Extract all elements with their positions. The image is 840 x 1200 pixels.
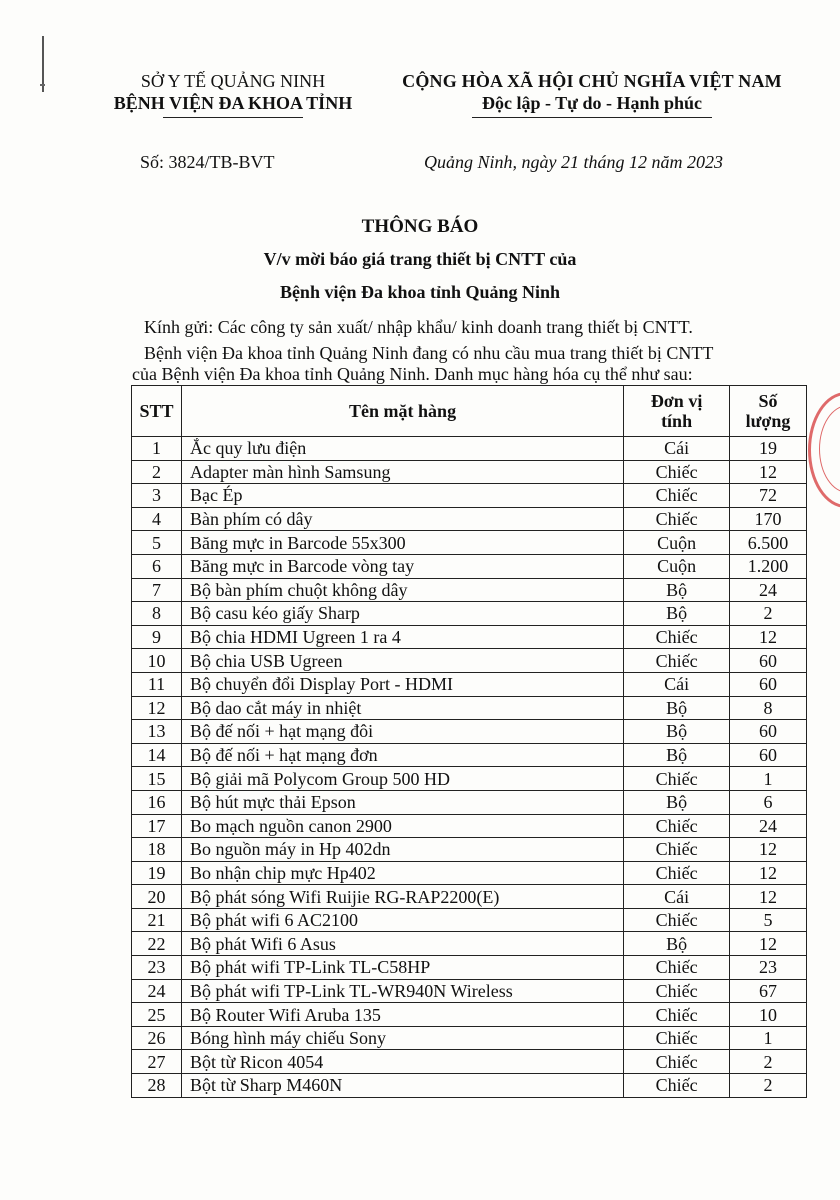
row-item-name: Bộ hút mực thải Epson <box>181 790 623 814</box>
row-stt: 7 <box>132 578 182 602</box>
row-quantity: 1 <box>730 1026 807 1050</box>
row-stt: 16 <box>132 790 182 814</box>
row-stt: 1 <box>132 437 182 461</box>
notice-subject-line1: V/v mời báo giá trang thiết bị CNTT của <box>263 249 577 269</box>
row-quantity: 6 <box>730 790 807 814</box>
row-stt: 4 <box>132 507 182 531</box>
row-item-name: Bộ chia HDMI Ugreen 1 ra 4 <box>181 625 623 649</box>
table-row <box>132 720 807 744</box>
row-quantity: 12 <box>730 460 807 484</box>
row-unit: Cái <box>624 437 730 461</box>
header-qty-line1: Số <box>758 391 778 411</box>
table-row <box>132 790 807 814</box>
row-item-name: Adapter màn hình Samsung <box>181 460 623 484</box>
row-item-name: Ắc quy lưu điện <box>181 437 623 461</box>
table-body <box>132 437 807 1098</box>
row-quantity: 2 <box>730 602 807 626</box>
header-name: Tên mặt hàng <box>181 386 623 437</box>
table-row <box>132 1026 807 1050</box>
row-item-name: Bộ phát Wifi 6 Asus <box>181 932 623 956</box>
table-row <box>132 908 807 932</box>
row-item-name: Bộ dao cắt máy in nhiệt <box>181 696 623 720</box>
row-unit: Bộ <box>624 696 730 720</box>
row-stt: 14 <box>132 743 182 767</box>
row-unit: Chiếc <box>624 1026 730 1050</box>
national-header <box>372 70 812 118</box>
row-stt: 6 <box>132 554 182 578</box>
row-item-name: Bộ giải mã Polycom Group 500 HD <box>181 767 623 791</box>
row-stt: 15 <box>132 767 182 791</box>
document-date: Quảng Ninh, ngày 21 tháng 12 năm 2023 <box>424 152 723 172</box>
notice-title: THÔNG BÁO <box>361 216 479 237</box>
national-motto: Độc lập - Tự do - Hạnh phúc <box>481 93 703 113</box>
row-item-name: Bộ phát wifi 6 AC2100 <box>181 908 623 932</box>
row-stt: 13 <box>132 720 182 744</box>
table-row <box>132 956 807 980</box>
row-item-name: Bộ bàn phím chuột không dây <box>181 578 623 602</box>
row-unit: Bộ <box>624 720 730 744</box>
row-stt: 5 <box>132 531 182 555</box>
table-row <box>132 767 807 791</box>
table-header-row <box>132 386 807 437</box>
table-row <box>132 625 807 649</box>
row-item-name: Bộ phát wifi TP-Link TL-WR940N Wireless <box>181 979 623 1003</box>
header-unit <box>624 386 730 437</box>
row-quantity: 12 <box>730 625 807 649</box>
row-item-name: Bộ đế nối + hạt mạng đơn <box>181 743 623 767</box>
row-item-name: Băng mực in Barcode 55x300 <box>181 531 623 555</box>
row-quantity: 2 <box>730 1050 807 1074</box>
row-unit: Bộ <box>624 602 730 626</box>
row-stt: 8 <box>132 602 182 626</box>
notice-subject-line2: Bệnh viện Đa khoa tỉnh Quảng Ninh <box>279 282 561 302</box>
row-unit: Chiếc <box>624 1050 730 1074</box>
row-unit: Chiếc <box>624 908 730 932</box>
row-quantity: 12 <box>730 838 807 862</box>
row-quantity: 60 <box>730 672 807 696</box>
row-quantity: 5 <box>730 908 807 932</box>
table-row <box>132 507 807 531</box>
table-row <box>132 1050 807 1074</box>
row-item-name: Bạc Ép <box>181 484 623 508</box>
row-unit: Chiếc <box>624 460 730 484</box>
row-quantity: 23 <box>730 956 807 980</box>
table-row <box>132 696 807 720</box>
row-stt: 2 <box>132 460 182 484</box>
header-stt: STT <box>132 386 182 437</box>
issuer-hospital: BỆNH VIỆN ĐA KHOA TỈNH <box>113 93 353 113</box>
row-unit: Chiếc <box>624 649 730 673</box>
row-stt: 20 <box>132 885 182 909</box>
table-row <box>132 838 807 862</box>
row-item-name: Bo nhận chip mực Hp402 <box>181 861 623 885</box>
row-quantity: 24 <box>730 578 807 602</box>
row-quantity: 60 <box>730 649 807 673</box>
row-item-name: Bộ Router Wifi Aruba 135 <box>181 1003 623 1027</box>
row-quantity: 8 <box>730 696 807 720</box>
header-unit-line2: tính <box>661 411 693 431</box>
row-unit: Chiếc <box>624 838 730 862</box>
intro-line1: Bệnh viện Đa khoa tỉnh Quảng Ninh đang có nhu cầu mua trang thiết bị CNTT <box>144 343 714 363</box>
table-row <box>132 885 807 909</box>
table-row <box>132 649 807 673</box>
issuer-header <box>98 70 368 118</box>
row-stt: 26 <box>132 1026 182 1050</box>
intro-line2: của Bệnh viện Đa khoa tỉnh Quảng Ninh. Danh mục hàng hóa cụ thể như sau: <box>132 364 693 384</box>
row-quantity: 12 <box>730 885 807 909</box>
row-unit: Chiếc <box>624 767 730 791</box>
row-unit: Chiếc <box>624 1074 730 1098</box>
issuer-department: SỞ Y TẾ QUẢNG NINH <box>140 71 326 91</box>
equipment-table <box>131 385 807 1098</box>
row-unit: Cuộn <box>624 554 730 578</box>
row-quantity: 12 <box>730 932 807 956</box>
national-title: CỘNG HÒA XÃ HỘI CHỦ NGHĨA VIỆT NAM <box>402 71 782 91</box>
row-item-name: Bộ chia USB Ugreen <box>181 649 623 673</box>
table-row <box>132 979 807 1003</box>
row-quantity: 60 <box>730 743 807 767</box>
header-unit-line1: Đơn vị <box>650 391 703 411</box>
red-seal-stamp <box>808 392 840 508</box>
row-item-name: Bàn phím có dây <box>181 507 623 531</box>
row-quantity: 2 <box>730 1074 807 1098</box>
table-row <box>132 743 807 767</box>
row-unit: Chiếc <box>624 1003 730 1027</box>
row-quantity: 10 <box>730 1003 807 1027</box>
row-item-name: Bóng hình máy chiếu Sony <box>181 1026 623 1050</box>
header-qty-line2: lượng <box>745 411 791 431</box>
header-qty <box>730 386 807 437</box>
table-row <box>132 531 807 555</box>
row-stt: 23 <box>132 956 182 980</box>
row-item-name: Bộ phát sóng Wifi Ruijie RG-RAP2200(E) <box>181 885 623 909</box>
issuer-underline <box>163 117 303 118</box>
table-row <box>132 602 807 626</box>
table-row <box>132 437 807 461</box>
row-quantity: 170 <box>730 507 807 531</box>
row-quantity: 24 <box>730 814 807 838</box>
row-quantity: 60 <box>730 720 807 744</box>
table-row <box>132 460 807 484</box>
table-row <box>132 814 807 838</box>
row-item-name: Băng mực in Barcode vòng tay <box>181 554 623 578</box>
greeting: Kính gửi: Các công ty sản xuất/ nhập khẩu/ kinh doanh trang thiết bị CNTT. <box>144 317 693 337</box>
row-stt: 25 <box>132 1003 182 1027</box>
row-unit: Bộ <box>624 743 730 767</box>
table-row <box>132 932 807 956</box>
row-stt: 21 <box>132 908 182 932</box>
row-unit: Chiếc <box>624 507 730 531</box>
row-item-name: Bo mạch nguồn canon 2900 <box>181 814 623 838</box>
row-item-name: Bột từ Sharp M460N <box>181 1074 623 1098</box>
row-unit: Bộ <box>624 578 730 602</box>
row-unit: Bộ <box>624 790 730 814</box>
table-row <box>132 484 807 508</box>
row-stt: 22 <box>132 932 182 956</box>
row-stt: 12 <box>132 696 182 720</box>
row-quantity: 67 <box>730 979 807 1003</box>
row-stt: 11 <box>132 672 182 696</box>
row-unit: Cuộn <box>624 531 730 555</box>
row-item-name: Bộ casu kéo giấy Sharp <box>181 602 623 626</box>
row-quantity: 1.200 <box>730 554 807 578</box>
table-row <box>132 672 807 696</box>
table-row <box>132 578 807 602</box>
row-unit: Chiếc <box>624 814 730 838</box>
row-unit: Chiếc <box>624 956 730 980</box>
row-stt: 9 <box>132 625 182 649</box>
row-stt: 18 <box>132 838 182 862</box>
row-stt: 28 <box>132 1074 182 1098</box>
motto-underline <box>472 117 712 118</box>
row-stt: 24 <box>132 979 182 1003</box>
row-item-name: Bộ phát wifi TP-Link TL-C58HP <box>181 956 623 980</box>
document-number: Số: 3824/TB-BVT <box>140 152 275 172</box>
row-stt: 17 <box>132 814 182 838</box>
row-quantity: 19 <box>730 437 807 461</box>
row-unit: Cái <box>624 885 730 909</box>
row-quantity: 6.500 <box>730 531 807 555</box>
row-quantity: 72 <box>730 484 807 508</box>
row-unit: Chiếc <box>624 625 730 649</box>
row-item-name: Bộ chuyển đổi Display Port - HDMI <box>181 672 623 696</box>
row-quantity: 12 <box>730 861 807 885</box>
row-stt: 27 <box>132 1050 182 1074</box>
row-quantity: 1 <box>730 767 807 791</box>
row-item-name: Bo nguồn máy in Hp 402dn <box>181 838 623 862</box>
row-unit: Chiếc <box>624 484 730 508</box>
table-row <box>132 554 807 578</box>
row-unit: Cái <box>624 672 730 696</box>
row-unit: Chiếc <box>624 979 730 1003</box>
table-row <box>132 1003 807 1027</box>
row-stt: 3 <box>132 484 182 508</box>
pen-mark-tail <box>40 84 45 86</box>
table-row <box>132 861 807 885</box>
row-unit: Bộ <box>624 932 730 956</box>
red-seal-inner-ring <box>819 405 840 493</box>
table-row <box>132 1074 807 1098</box>
row-stt: 19 <box>132 861 182 885</box>
row-item-name: Bột từ Ricon 4054 <box>181 1050 623 1074</box>
row-unit: Chiếc <box>624 861 730 885</box>
row-item-name: Bộ đế nối + hạt mạng đôi <box>181 720 623 744</box>
row-stt: 10 <box>132 649 182 673</box>
